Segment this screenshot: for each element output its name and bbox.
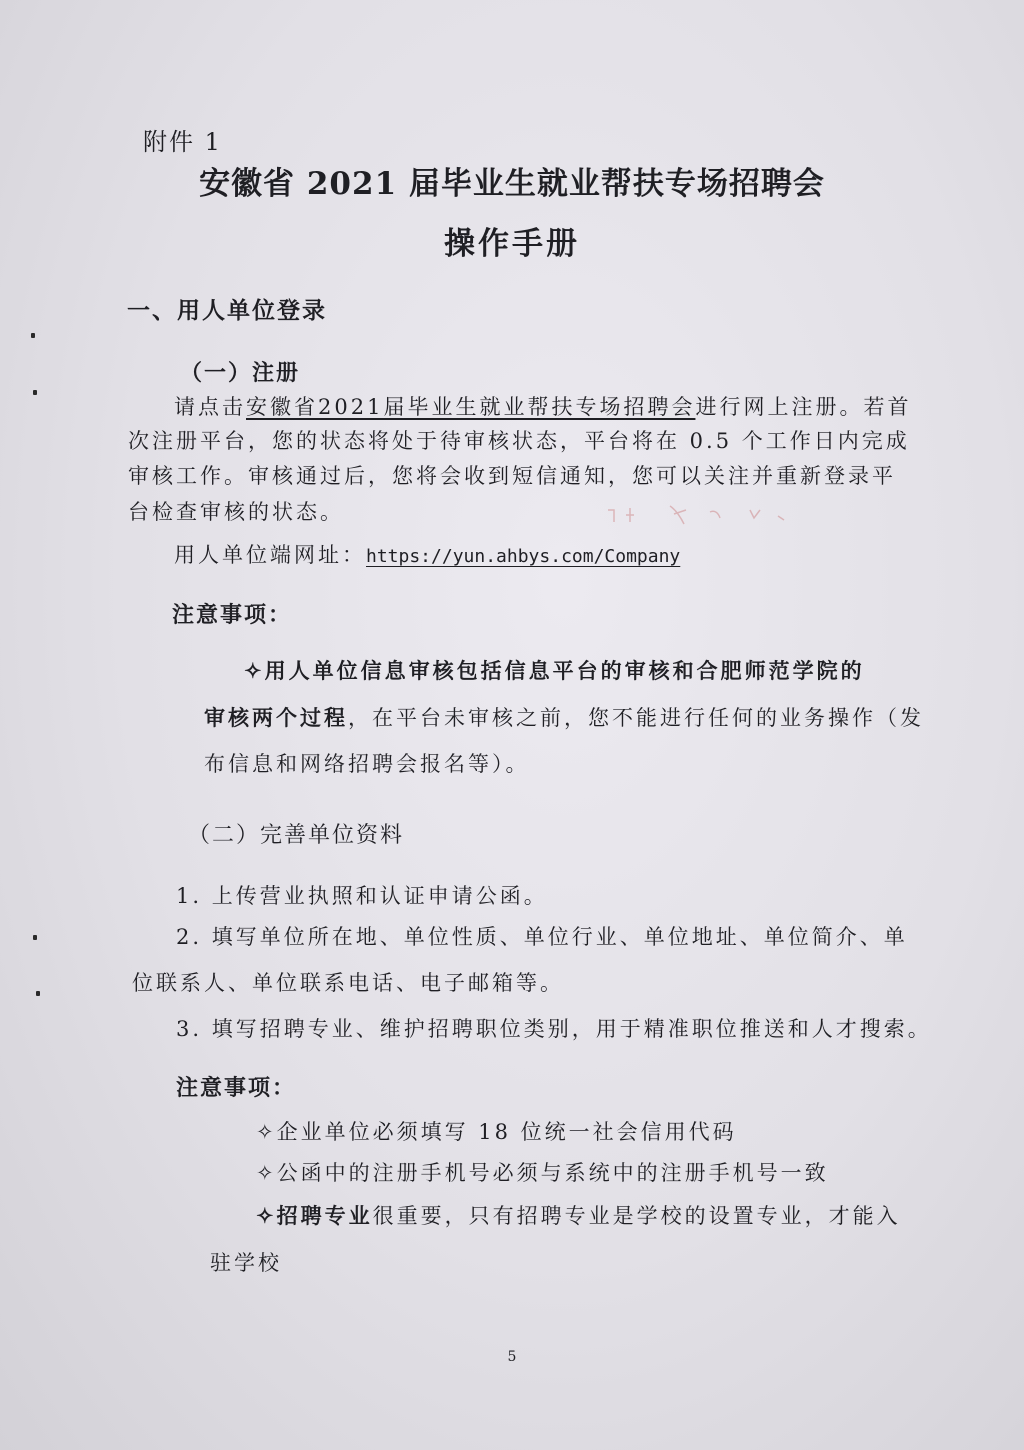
notice-heading: 注意事项： [176, 1075, 297, 1101]
section-heading-login: 一、用人单位登录 [127, 297, 327, 324]
binding-hole-mark [33, 390, 37, 395]
notice-line: ✧企业单位必须填写 18 位统一社会信用代码 [256, 1120, 737, 1144]
document-title: 安徽省 2021 届毕业生就业帮扶专场招聘会 [199, 166, 825, 202]
notice-line: ✧用人单位信息审核包括信息平台的审核和合肥师范学院的 [244, 658, 865, 683]
register-paragraph-line: 请点击安徽省2021届毕业生就业帮扶专场招聘会进行网上注册。若首 [174, 395, 912, 419]
register-paragraph-line: 台检查审核的状态。 [128, 500, 344, 524]
register-paragraph-line: 次注册平台，您的状态将处于待审核状态，平台将在 0.5 个工作日内完成 [128, 429, 910, 453]
notice-line: 布信息和网络招聘会报名等）。 [204, 752, 530, 776]
list-item: 1. 上传营业执照和认证申请公函。 [176, 884, 548, 908]
binding-hole-mark [36, 991, 40, 996]
url-label: 用人单位端网址： [174, 543, 366, 567]
notice-line: ✧公函中的注册手机号必须与系统中的注册手机号一致 [256, 1161, 829, 1185]
binding-hole-mark [33, 935, 37, 940]
company-url-link[interactable]: https://yun.ahbys.com/Company [366, 546, 681, 567]
page-number: 5 [507, 1349, 517, 1365]
register-link[interactable]: 安徽省2021届毕业生就业帮扶专场招聘会 [246, 395, 696, 419]
attachment-label: 附件 1 [143, 128, 222, 156]
register-paragraph-line: 审核工作。审核通过后，您将会收到短信通知，您可以关注并重新登录平 [128, 464, 896, 488]
subsection-heading-profile: （二）完善单位资料 [188, 823, 405, 848]
notice-line: 审核两个过程，在平台未审核之前，您不能进行任何的业务操作（发 [204, 705, 924, 730]
notice-line-continued: 驻学校 [210, 1251, 282, 1275]
list-item: 3. 填写招聘专业、维护招聘职位类别，用于精准职位推送和人才搜索。 [176, 1017, 932, 1041]
list-item-continued: 位联系人、单位联系电话、电子邮箱等。 [132, 971, 564, 995]
notice-line: ✧招聘专业很重要，只有招聘专业是学校的设置专业，才能入 [256, 1203, 901, 1228]
url-line [174, 539, 680, 569]
list-item: 2. 填写单位所在地、单位性质、单位行业、单位地址、单位简介、单 [176, 925, 908, 949]
notice-heading: 注意事项： [172, 602, 293, 628]
subsection-heading-register: （一）注册 [180, 360, 301, 386]
faint-stamp-bleed [600, 500, 790, 530]
binding-hole-mark [31, 333, 35, 338]
document-subtitle: 操作手册 [444, 226, 580, 262]
